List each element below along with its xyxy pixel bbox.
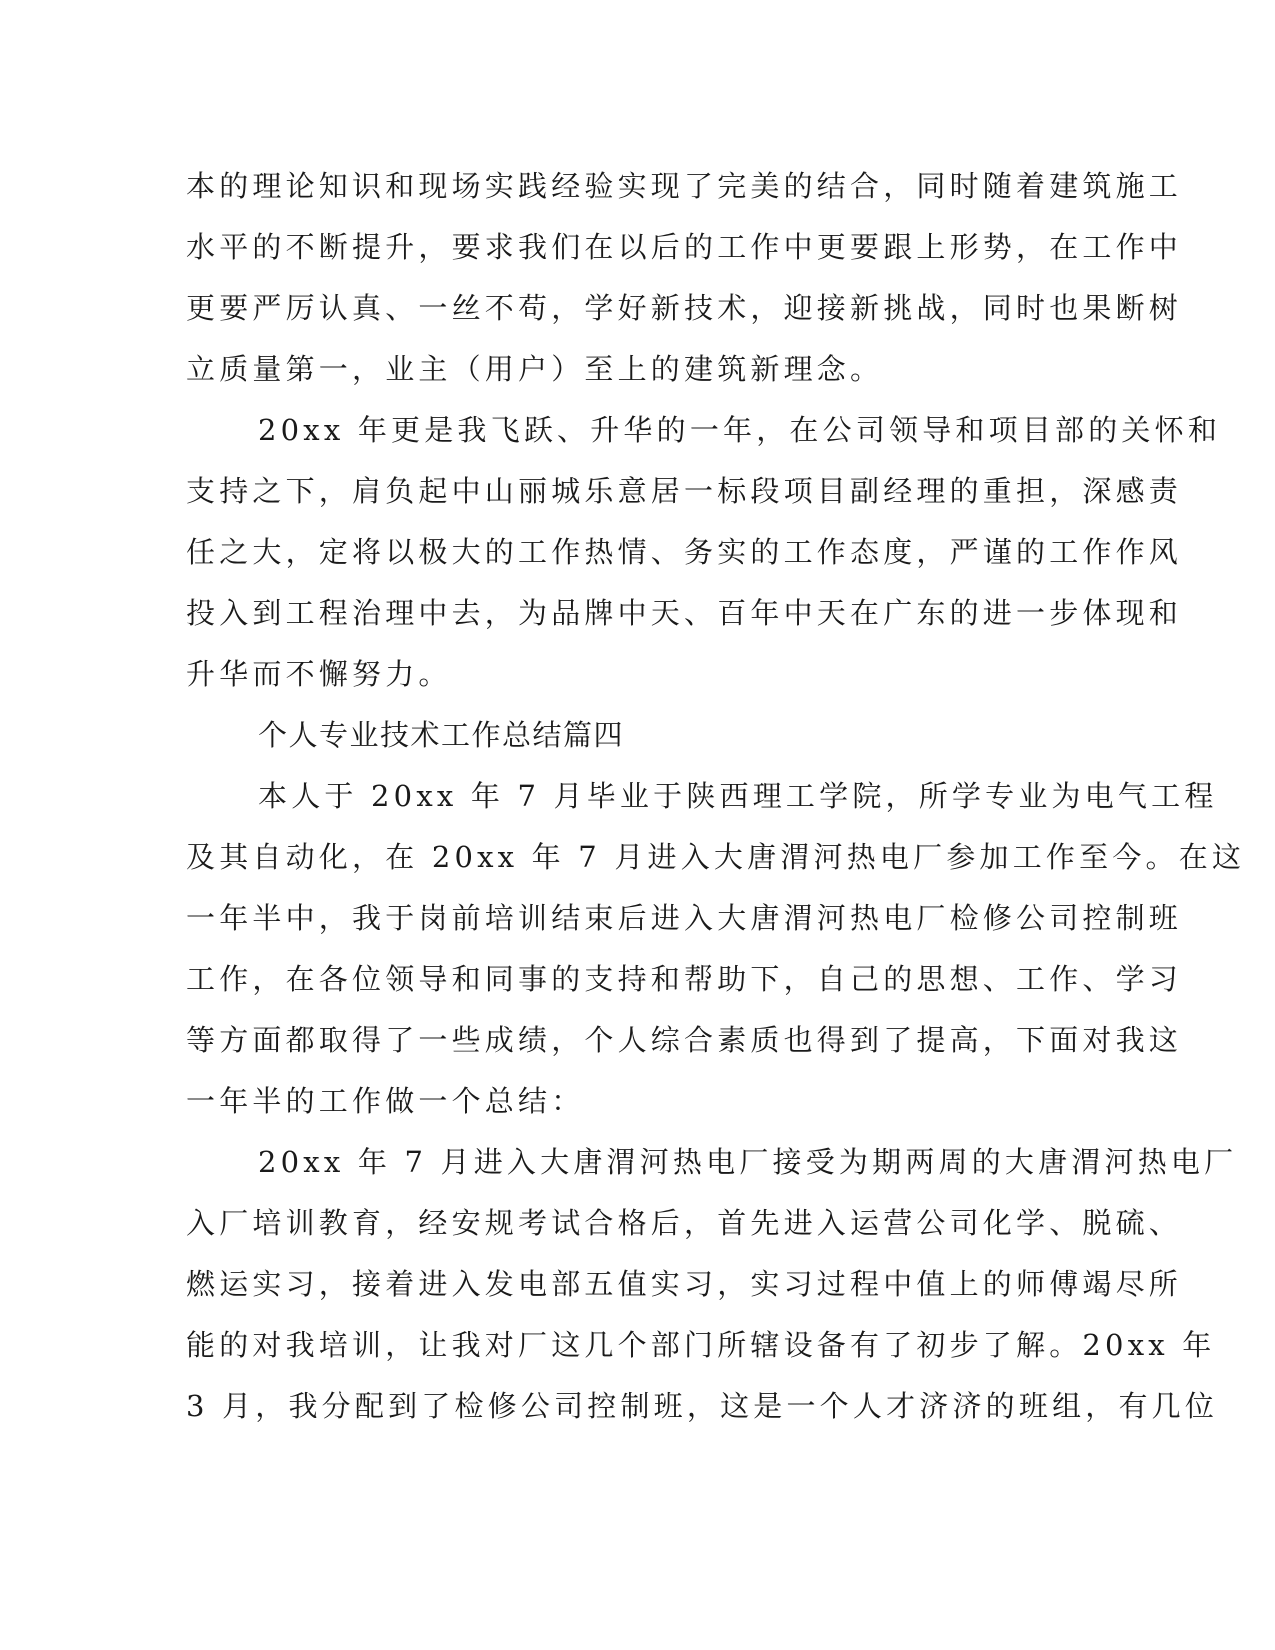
text-line: 工作，在各位领导和同事的支持和帮助下，自己的思想、工作、学习 <box>186 962 1183 996</box>
section-heading-text: 个人专业技术工作总结篇四 <box>258 718 625 752</box>
document-body <box>186 156 1246 1437</box>
text-line: 本的理论知识和现场实践经验实现了完美的结合，同时随着建筑施工 <box>186 169 1183 203</box>
text-line: 一年半中，我于岗前培训结束后进入大唐渭河热电厂检修公司控制班 <box>186 901 1183 935</box>
text-line: 支持之下，肩负起中山丽城乐意居一标段项目副经理的重担，深感责 <box>186 474 1183 508</box>
text-line: 投入到工程治理中去，为品牌中天、百年中天在广东的进一步体现和 <box>186 596 1183 630</box>
text-line: 能的对我培训，让我对厂这几个部门所辖设备有了初步了解。20xx 年 <box>186 1328 1216 1362</box>
paragraph <box>186 156 1183 400</box>
section-heading <box>186 705 1086 766</box>
text-line: 立质量第一，业主（用户）至上的建筑新理念。 <box>186 352 884 386</box>
text-line: 一年半的工作做一个总结： <box>186 1084 585 1118</box>
text-line: 等方面都取得了一些成绩，个人综合素质也得到了提高，下面对我这 <box>186 1023 1183 1057</box>
text-line: 水平的不断提升，要求我们在以后的工作中更要跟上形势，在工作中 <box>186 230 1183 264</box>
text-line: 升华而不懈努力。 <box>186 657 452 691</box>
text-line: 本人于 20xx 年 7 月毕业于陕西理工学院，所学专业为电气工程 <box>258 779 1218 813</box>
text-line: 及其自动化，在 20xx 年 7 月进入大唐渭河热电厂参加工作至今。在这 <box>186 840 1246 874</box>
text-line: 20xx 年更是我飞跃、升华的一年，在公司领导和项目部的关怀和 <box>258 413 1222 447</box>
text-line: 入厂培训教育，经安规考试合格后，首先进入运营公司化学、脱硫、 <box>186 1206 1183 1240</box>
paragraph <box>186 1132 1238 1437</box>
text-line: 更要严厉认真、一丝不苟，学好新技术，迎接新挑战，同时也果断树 <box>186 291 1183 325</box>
text-line: 20xx 年 7 月进入大唐渭河热电厂接受为期两周的大唐渭河热电厂 <box>258 1145 1238 1179</box>
text-line: 燃运实习，接着进入发电部五值实习，实习过程中值上的师傅竭尽所 <box>186 1267 1183 1301</box>
paragraph <box>186 400 1222 705</box>
text-line: 3 月，我分配到了检修公司控制班，这是一个人才济济的班组，有几位 <box>186 1389 1219 1423</box>
text-line: 任之大，定将以极大的工作热情、务实的工作态度，严谨的工作作风 <box>186 535 1183 569</box>
paragraph <box>186 766 1246 1132</box>
